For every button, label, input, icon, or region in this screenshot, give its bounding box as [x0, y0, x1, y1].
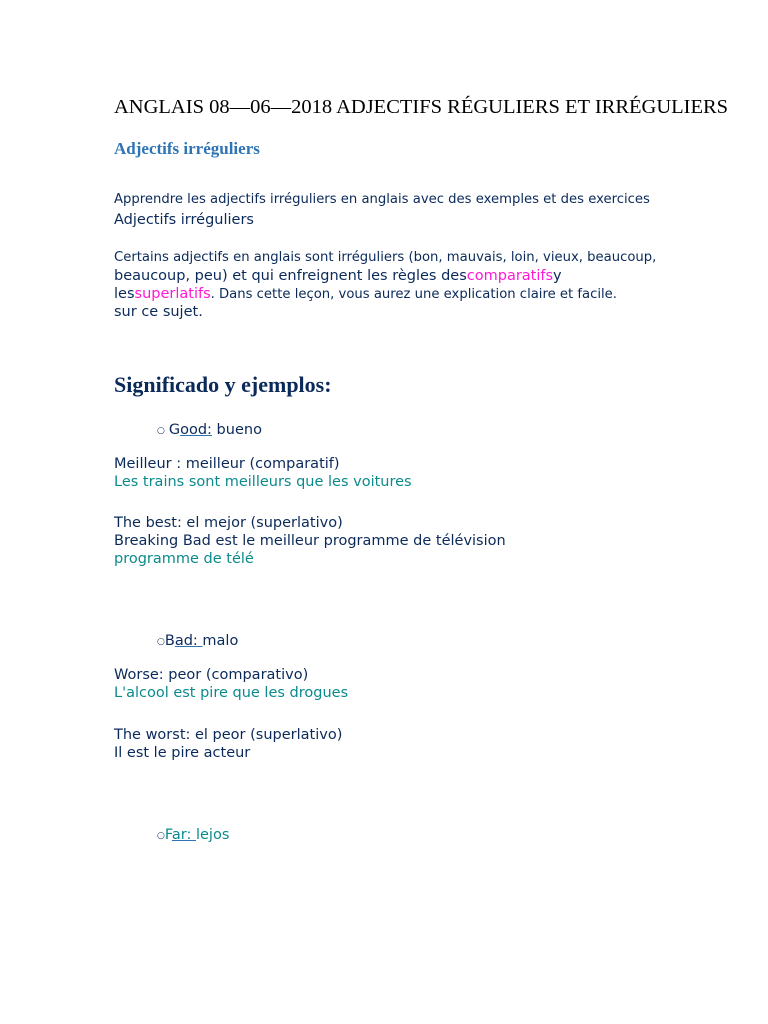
paragraph-line-1: Certains adjectifs en anglais sont irréguliers (bon, mauvais, loin, vieux, beaucoup, — [114, 250, 657, 265]
good-superlative-example-cont: programme de télé — [114, 551, 254, 567]
comparatifs-link[interactable]: comparatifs — [466, 268, 554, 284]
good-superlative-example: Breaking Bad est le meilleur programme de télévision — [114, 533, 506, 549]
superlatifs-link[interactable]: superlatifs — [134, 286, 211, 302]
bullet-good — [157, 422, 262, 438]
section-heading: Significado y ejemplos: — [114, 372, 332, 397]
good-superlative: The best: el mejor (superlativo) — [114, 515, 343, 531]
paragraph-line-3-end: . Dans cette leçon, vous aurez une explication claire et facile. — [210, 287, 617, 302]
term-good[interactable]: ood: — [180, 422, 212, 438]
term-far[interactable]: ar: — [171, 827, 196, 843]
bad-comparative-example: L'alcool est pire que les drogues — [114, 685, 349, 701]
term-far-meaning: lejos — [195, 827, 230, 843]
bad-comparative: Worse: peor (comparativo) — [114, 667, 309, 683]
bad-superlative: The worst: el peor (superlativo) — [114, 727, 343, 743]
good-comparative: Meilleur : meilleur (comparatif) — [114, 456, 340, 472]
bullet-circle-icon: ○ — [157, 831, 165, 841]
bullet-circle-icon: ○ — [157, 426, 165, 436]
intro-repeat-text: Adjectifs irréguliers — [114, 212, 254, 228]
paragraph-line-3 — [114, 286, 617, 302]
term-bad-meaning: malo — [202, 633, 239, 649]
paragraph-line-2 — [114, 268, 562, 284]
paragraph-line-2-end: y — [553, 268, 562, 284]
intro-text: Apprendre les adjectifs irréguliers en anglais avec des exemples et des exercices — [114, 192, 650, 207]
bullet-far — [157, 827, 229, 843]
good-comparative-example: Les trains sont meilleurs que les voitures — [114, 474, 412, 490]
paragraph-line-4: sur ce sujet. — [114, 304, 203, 320]
term-good-initial: G — [168, 422, 181, 438]
subtitle-heading: Adjectifs irréguliers — [114, 139, 260, 158]
bad-superlative-example: Il est le pire acteur — [114, 745, 251, 761]
term-bad[interactable]: ad: — [174, 633, 203, 649]
term-far-initial: F — [164, 827, 172, 843]
paragraph-line-3-text: les — [114, 286, 135, 302]
term-good-meaning: bueno — [211, 422, 262, 438]
bullet-circle-icon: ○ — [157, 637, 165, 647]
document-title: ANGLAIS 08—06—2018 ADJECTIFS RÉGULIERS ET IRRÉGULIERS — [114, 96, 729, 118]
term-bad-initial: B — [164, 633, 175, 649]
bullet-bad — [157, 633, 238, 649]
paragraph-line-2-text: beaucoup, peu) et qui enfreignent les règles des — [114, 268, 467, 284]
